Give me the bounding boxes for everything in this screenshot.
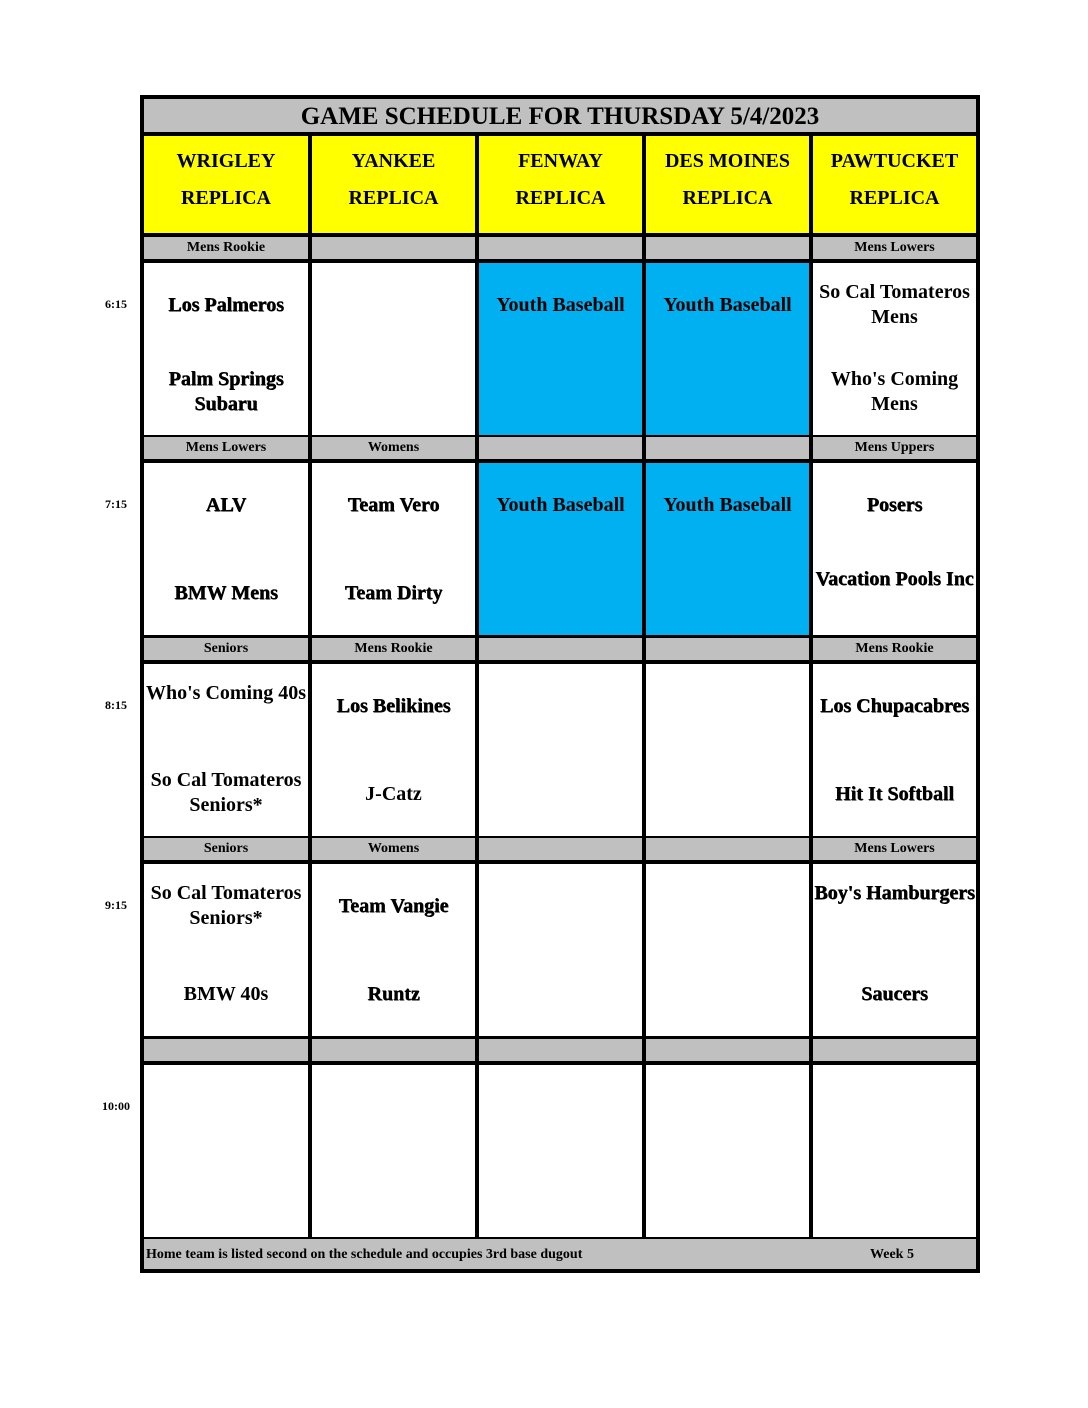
visitor-team: Team Vangie bbox=[338, 895, 449, 917]
schedule-title: GAME SCHEDULE FOR THURSDAY 5/4/2023 bbox=[144, 99, 976, 132]
game-cell bbox=[813, 664, 976, 836]
division-label: Mens Lowers bbox=[813, 237, 976, 259]
division-label bbox=[646, 1039, 809, 1061]
youth-baseball-block bbox=[479, 463, 642, 635]
game-cell bbox=[312, 864, 475, 1036]
visitor-team: Youth Baseball bbox=[496, 494, 625, 516]
field-header-3 bbox=[479, 136, 642, 233]
home-team: Team Dirty bbox=[344, 582, 443, 604]
visitor-team: Youth Baseball bbox=[496, 294, 625, 316]
division-label: Seniors bbox=[144, 638, 308, 660]
home-team: Palm Springs Subaru bbox=[168, 368, 284, 415]
game-cell bbox=[312, 1065, 475, 1237]
visitor-team: Youth Baseball bbox=[663, 494, 792, 516]
home-team: Runtz bbox=[367, 983, 420, 1005]
home-team: Saucers bbox=[861, 983, 928, 1005]
field-subname: REPLICA bbox=[849, 187, 940, 209]
game-cell bbox=[144, 1065, 308, 1237]
game-cell bbox=[144, 664, 308, 836]
time-label: 7:15 bbox=[105, 497, 127, 511]
field-name: PAWTUCKET bbox=[830, 150, 959, 172]
game-cell bbox=[479, 664, 642, 836]
home-team: Hit It Softball bbox=[835, 783, 954, 805]
field-header-2 bbox=[312, 136, 475, 233]
field-subname: REPLICA bbox=[682, 187, 773, 209]
division-label bbox=[646, 838, 809, 860]
youth-baseball-block bbox=[646, 463, 809, 635]
field-subname: REPLICA bbox=[348, 187, 439, 209]
division-label bbox=[646, 638, 809, 660]
field-header-5 bbox=[813, 136, 976, 233]
division-label bbox=[479, 437, 642, 459]
game-cell bbox=[479, 864, 642, 1036]
division-label: Mens Lowers bbox=[144, 437, 308, 459]
game-cell bbox=[813, 263, 976, 435]
field-subname: REPLICA bbox=[180, 187, 271, 209]
division-label bbox=[479, 237, 642, 259]
home-team: J-Catz bbox=[365, 783, 422, 805]
game-cell bbox=[479, 1065, 642, 1237]
visitor-team: Los Chupacabres bbox=[819, 695, 970, 717]
division-label bbox=[479, 838, 642, 860]
game-cell bbox=[312, 664, 475, 836]
field-name: FENWAY bbox=[518, 150, 603, 172]
time-label: 6:15 bbox=[105, 297, 127, 311]
time-label: 8:15 bbox=[105, 698, 127, 712]
visitor-team: Los Palmeros bbox=[168, 294, 284, 316]
field-header-1 bbox=[144, 136, 308, 233]
schedule-table bbox=[140, 95, 980, 1273]
home-team: Vacation Pools Inc bbox=[815, 568, 974, 590]
division-label: Mens Rookie bbox=[144, 237, 308, 259]
home-team: So Cal Tomateros Seniors* bbox=[150, 769, 302, 816]
visitor-team: Who's Coming 40s bbox=[145, 682, 307, 704]
division-label bbox=[646, 437, 809, 459]
division-label bbox=[144, 1039, 308, 1061]
game-cell bbox=[144, 864, 308, 1036]
visitor-team: Boy's Hamburgers bbox=[814, 882, 975, 904]
visitor-team: So Cal Tomateros Seniors* bbox=[150, 882, 302, 929]
field-subname: REPLICA bbox=[515, 187, 606, 209]
division-label bbox=[479, 638, 642, 660]
youth-baseball-block bbox=[479, 263, 642, 435]
game-cell bbox=[646, 1065, 809, 1237]
game-cell bbox=[312, 463, 475, 635]
home-team: BMW Mens bbox=[174, 582, 278, 604]
division-label bbox=[312, 237, 475, 259]
division-label bbox=[813, 1039, 976, 1061]
time-label: 10:00 bbox=[102, 1099, 130, 1113]
division-label: Mens Lowers bbox=[813, 838, 976, 860]
field-name: YANKEE bbox=[351, 150, 436, 172]
division-label bbox=[312, 1039, 475, 1061]
game-cell bbox=[646, 664, 809, 836]
division-label: Mens Rookie bbox=[312, 638, 475, 660]
visitor-team: Youth Baseball bbox=[663, 294, 792, 316]
game-cell bbox=[813, 864, 976, 1036]
game-cell bbox=[144, 463, 308, 635]
field-name: WRIGLEY bbox=[176, 150, 276, 172]
visitor-team: So Cal Tomateros Mens bbox=[819, 281, 970, 328]
time-label: 9:15 bbox=[105, 898, 127, 912]
game-cell bbox=[813, 463, 976, 635]
division-label: Mens Rookie bbox=[813, 638, 976, 660]
field-header-4 bbox=[646, 136, 809, 233]
schedule-footer bbox=[144, 1239, 976, 1269]
game-cell bbox=[312, 263, 475, 435]
game-cell bbox=[144, 263, 308, 435]
division-label: Womens bbox=[312, 437, 475, 459]
division-label: Mens Uppers bbox=[813, 437, 976, 459]
division-label bbox=[646, 237, 809, 259]
game-cell bbox=[646, 864, 809, 1036]
field-name: DES MOINES bbox=[664, 150, 791, 172]
division-label: Womens bbox=[312, 838, 475, 860]
division-label bbox=[479, 1039, 642, 1061]
visitor-team: Los Belikines bbox=[336, 695, 451, 717]
home-team: Who's Coming Mens bbox=[830, 368, 959, 415]
week-label: Week 5 bbox=[870, 1247, 914, 1262]
visitor-team: ALV bbox=[205, 494, 247, 516]
game-cell bbox=[813, 1065, 976, 1237]
home-team-note: Home team is listed second on the schedule and occupies 3rd base dugout bbox=[146, 1247, 583, 1262]
visitor-team: Posers bbox=[866, 494, 923, 516]
division-label: Seniors bbox=[144, 838, 308, 860]
home-team: BMW 40s bbox=[183, 983, 269, 1005]
visitor-team: Team Vero bbox=[347, 494, 440, 516]
youth-baseball-block bbox=[646, 263, 809, 435]
